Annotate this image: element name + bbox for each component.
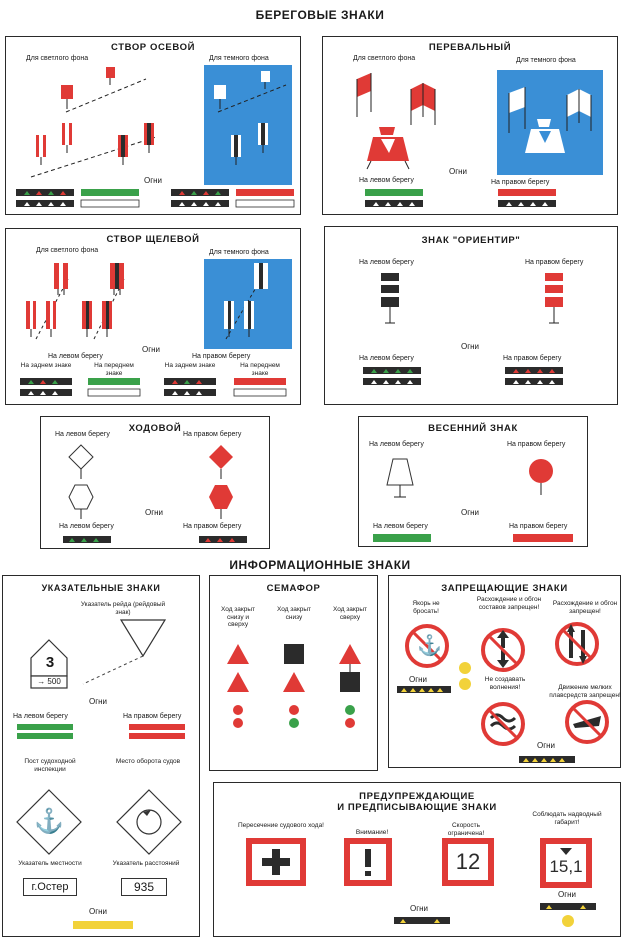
panel-title-2: И ПРЕДПИСЫВАЮЩИЕ ЗНАКИ [337,802,497,813]
panel-title: ЗАПРЕЩАЮЩИЕ ЗНАКИ [441,583,568,594]
small-craft-sign-label: Движение мелких плавсредств запрещен! [549,684,621,699]
distance-label: Указатель расстояний [112,860,180,867]
lights-label: Огни [461,342,480,351]
panel-title: УКАЗАТЕЛЬНЫЕ ЗНАКИ [41,583,161,593]
panel-warning [213,782,621,937]
anchor-icon: ⚓ [417,635,442,657]
back-sign-label-2: На заднем знаке [164,362,216,369]
attention-sign-label: Внимание! [355,829,389,836]
semaphore-signals [210,576,379,772]
lights-label: Огни [144,176,163,185]
right-bank-label-2: На правом берегу [509,523,568,530]
speed-sign-label: Скорость ограничена! [447,822,485,837]
panel-pereval [322,36,618,215]
lights-label: Огни [449,167,468,176]
left-bank-label: На левом берегу [55,431,110,438]
locality-sign: г.Остер [23,878,77,896]
left-bank-label: На левом берегу [359,177,414,184]
clearance-value: 15,1 [549,857,583,876]
locality-label: Указатель местности [18,860,82,867]
crossing-sign-label: Пересечение судового хода! [237,822,324,829]
semaphore-col3-label: Ход закрыт сверху [332,606,368,621]
panel-title: ЗНАК "ОРИЕНТИР" [421,235,521,246]
lights-label: Огни [142,345,161,354]
dark-bg-label: Для темного фона [516,57,576,64]
light-bg-label: Для светлого фона [36,247,99,254]
panel-title: ПЕРЕВАЛЬНЫЙ [428,42,512,53]
front-sign-label: На переднем знаке [94,362,134,377]
left-bank-label-2: На левом берегу [359,355,414,362]
dark-bg-label: Для темного фона [209,55,269,62]
anchor-sign-label: Якорь не бросать! [412,600,440,615]
panel-prohibitory [388,575,621,768]
semaphore-col2-label: Ход закрыт снизу [276,606,312,621]
lights-label-2: Огни [558,890,577,899]
sign-distance: → 500 [37,677,61,686]
left-bank-label: На левом берегу [359,259,414,266]
turn-label: Место оборота судов [115,758,181,765]
clearance-sign-label: Соблюдать надводный габарит! [532,811,602,826]
right-bank-label-2: На правом берегу [503,355,562,362]
panel-stvor-axial [5,36,301,215]
roadstead-label: Указатель рейда (рейдовый знак) [80,601,166,616]
panel-title: ХОДОВОЙ [128,423,182,434]
waves-sign-label: Не создавать волнения! [484,676,526,691]
sign-number: 3 [45,654,55,671]
light-bg-label: Для светлого фона [26,55,89,62]
panel-title: СЕМАФОР [266,583,321,594]
right-bank-label: На правом берегу [525,259,584,266]
lights-label: Огни [410,904,429,913]
left-bank-label: На левом берегу [13,713,68,720]
right-bank-label: На правом берегу [183,431,242,438]
pereval-signs [323,37,619,216]
lights-label: Огни [89,697,108,706]
panel-title: СТВОР ЩЕЛЕВОЙ [106,234,200,245]
panel-spring [358,416,588,547]
overtake-sign-label: Расхождение и обгон составов запрещен! [476,596,542,611]
left-bank-label: На левом берегу [48,353,103,360]
section-title-coastal: БЕРЕГОВЫЕ ЗНАКИ [255,8,385,22]
panel-landmark [324,226,618,405]
semaphore-col1-label: Ход закрыт снизу и сверху [220,606,256,628]
stvor-axial-signs [6,37,302,216]
panel-title: СТВОР ОСЕВОЙ [110,42,196,53]
lights-label: Огни [409,675,428,684]
prohibitory-signs [389,576,622,769]
left-bank-label: На левом берегу [369,441,424,448]
left-bank-label-2: На левом берегу [373,523,428,530]
lights-label-2: Огни [537,741,556,750]
left-bank-label-2: На левом берегу [59,523,114,530]
lights-label: Огни [461,508,480,517]
panel-stvor-slit [5,228,301,405]
light-bg-label: Для светлого фона [353,55,416,62]
right-bank-label: На правом берегу [123,713,182,720]
panel-fairway [40,416,270,549]
landmark-signs [325,227,619,406]
panel-semaphore [209,575,378,771]
lights-label-2: Огни [89,907,108,916]
pass-sign-label: Расхождение и обгон запрещен! [552,600,618,615]
right-bank-label: На правом берегу [491,179,550,186]
speed-value: 12 [455,849,481,874]
post-label: Пост судоходной инспекции [24,758,76,773]
right-bank-label: На правом берегу [192,353,251,360]
section-title-info: ИНФОРМАЦИОННЫЕ ЗНАКИ [229,558,411,572]
stvor-slit-signs [6,229,302,406]
lights-label: Огни [145,508,164,517]
dark-bg-label: Для темного фона [209,249,269,256]
panel-title-1: ПРЕДУПРЕЖДАЮЩИЕ [359,791,475,802]
anchor-icon: ⚓ [34,808,64,835]
front-sign-label-2: На переднем знаке [240,362,280,377]
right-bank-label: На правом берегу [507,441,566,448]
panel-indicator [2,575,200,937]
right-bank-label-2: На правом берегу [183,523,242,530]
back-sign-label: На заднем знаке [20,362,72,369]
distance-sign: 935 [121,878,167,896]
panel-title: ВЕСЕННИЙ ЗНАК [428,423,518,434]
